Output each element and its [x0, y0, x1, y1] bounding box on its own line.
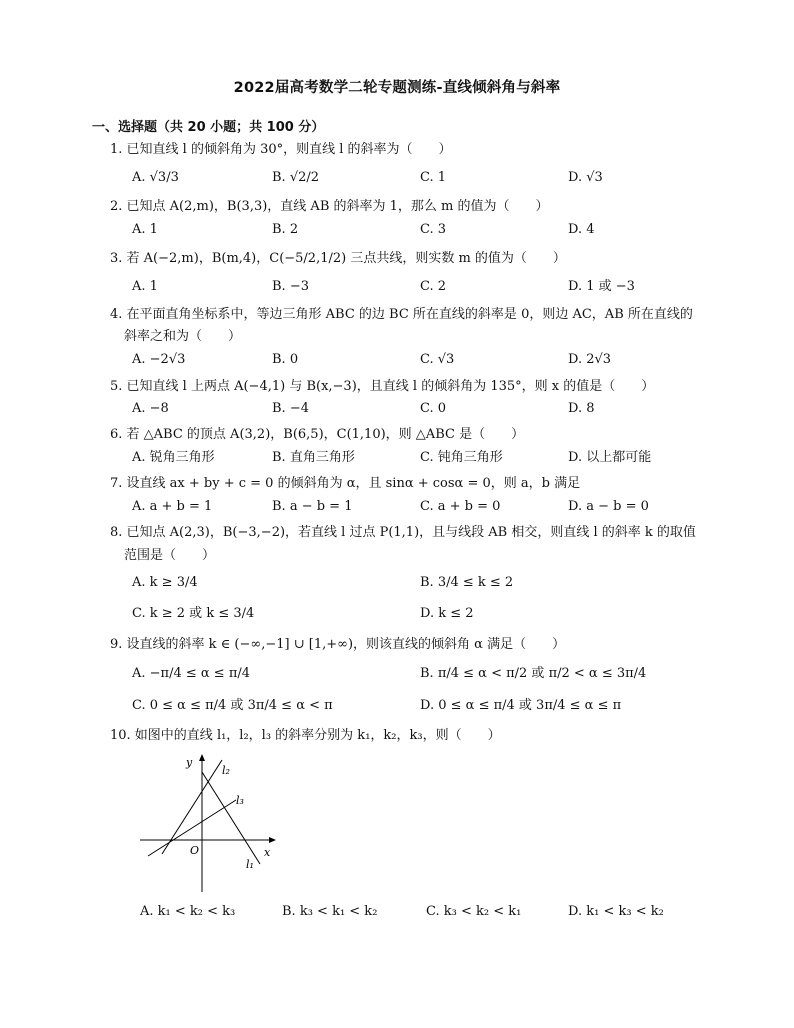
- q7-option-b: B. a − b = 1: [272, 499, 353, 514]
- l3-label: l₃: [236, 794, 244, 807]
- q2-option-b: B. 2: [272, 222, 299, 237]
- q8-option-c: C. k ≥ 2 或 k ≤ 3/4: [132, 606, 255, 621]
- question-8: 8. 已知点 A(2,3)，B(−3,−2)，若直线 l 过点 P(1,1)，且与线段 AB 相交，则直线 l 的斜率 k 的取值: [110, 525, 696, 540]
- q3-option-b: B. −3: [272, 279, 309, 294]
- question-8-cont: 范围是（ ）: [124, 548, 216, 563]
- q2-option-c: C. 3: [420, 222, 447, 237]
- q5-option-c: C. 0: [420, 401, 447, 416]
- q2-option-d: D. 4: [568, 222, 595, 237]
- q3-option-d: D. 1 或 −3: [568, 279, 635, 294]
- q10-option-c: C. k₃ < k₂ < k₁: [426, 904, 522, 919]
- question-1: 1. 已知直线 l 的倾斜角为 30°，则直线 l 的斜率为（ ）: [110, 142, 452, 157]
- q1-option-d: D. √3: [568, 170, 603, 185]
- q7-option-d: D. a − b = 0: [568, 499, 649, 514]
- q1-option-a: A. √3/3: [132, 170, 179, 185]
- question-4-cont: 斜率之和为（ ）: [124, 329, 242, 344]
- q4-option-a: A. −2√3: [132, 352, 186, 367]
- q6-option-a: A. 锐角三角形: [132, 450, 215, 465]
- y-axis-arrow: [199, 754, 205, 761]
- line-l1: [202, 772, 260, 864]
- lines-figure: [136, 752, 286, 894]
- q4-option-b: B. 0: [272, 352, 299, 367]
- q3-option-c: C. 2: [420, 279, 447, 294]
- q7-option-c: C. a + b = 0: [420, 499, 501, 514]
- section-heading: 一、选择题（共 20 小题；共 100 分）: [92, 120, 325, 135]
- q9-option-b: B. π/4 ≤ α < π/2 或 π/2 < α ≤ 3π/4: [420, 666, 647, 681]
- q6-option-d: D. 以上都可能: [568, 450, 652, 465]
- q10-option-d: D. k₁ < k₃ < k₂: [568, 904, 664, 919]
- page-title: 2022届高考数学二轮专题测练-直线倾斜角与斜率: [233, 80, 561, 96]
- origin-label: O: [190, 844, 200, 857]
- q8-option-a: A. k ≥ 3/4: [132, 575, 198, 590]
- l2-label: l₂: [222, 764, 230, 777]
- x-axis-arrow: [269, 837, 276, 843]
- q10-option-a: A. k₁ < k₂ < k₃: [140, 904, 236, 919]
- q5-option-a: A. −8: [132, 401, 169, 416]
- q8-option-d: D. k ≤ 2: [420, 606, 474, 621]
- x-label: x: [264, 846, 271, 859]
- q1-option-b: B. √2/2: [272, 170, 320, 185]
- q6-option-b: B. 直角三角形: [272, 450, 355, 465]
- q9-option-a: A. −π/4 ≤ α ≤ π/4: [132, 666, 251, 681]
- question-4: 4. 在平面直角坐标系中，等边三角形 ABC 的边 BC 所在直线的斜率是 0，则边 AC，AB 所在直线的: [110, 307, 693, 322]
- l1-label: l₁: [246, 858, 254, 871]
- q10-option-b: B. k₃ < k₁ < k₂: [282, 904, 378, 919]
- q9-option-d: D. 0 ≤ α ≤ π/4 或 3π/4 ≤ α ≤ π: [420, 698, 622, 713]
- question-9: 9. 设直线的斜率 k ∈ (−∞,−1] ∪ [1,+∞)，则该直线的倾斜角 α 满足（ ）: [110, 637, 566, 652]
- question-7: 7. 设直线 ax + by + c = 0 的倾斜角为 α，且 sinα + cosα = 0，则 a，b 满足: [110, 476, 581, 491]
- q8-option-b: B. 3/4 ≤ k ≤ 2: [420, 575, 514, 590]
- q3-option-a: A. 1: [132, 279, 158, 294]
- q4-option-d: D. 2√3: [568, 352, 612, 367]
- q1-option-c: C. 1: [420, 170, 447, 185]
- q5-option-b: B. −4: [272, 401, 309, 416]
- y-label: y: [186, 756, 193, 769]
- q6-option-c: C. 钝角三角形: [420, 450, 503, 465]
- q9-option-c: C. 0 ≤ α ≤ π/4 或 3π/4 ≤ α < π: [132, 698, 333, 713]
- question-5: 5. 已知直线 l 上两点 A(−4,1) 与 B(x,−3)，且直线 l 的倾斜角为 135°，则 x 的值是（ ）: [110, 379, 655, 394]
- question-2: 2. 已知点 A(2,m)，B(3,3)，直线 AB 的斜率为 1，那么 m 的值为（ ）: [110, 199, 549, 214]
- q5-option-d: D. 8: [568, 401, 595, 416]
- question-6: 6. 若 △ABC 的顶点 A(3,2)，B(6,5)，C(1,10)，则 △ABC 是（ ）: [110, 427, 525, 442]
- question-10: 10. 如图中的直线 l₁，l₂，l₃ 的斜率分别为 k₁，k₂，k₃，则（ ）: [110, 728, 501, 743]
- q7-option-a: A. a + b = 1: [132, 499, 213, 514]
- question-3: 3. 若 A(−2,m)，B(m,4)，C(−5/2,1/2) 三点共线，则实数 m 的值为（ ）: [110, 251, 566, 266]
- q4-option-c: C. √3: [420, 352, 455, 367]
- q2-option-a: A. 1: [132, 222, 158, 237]
